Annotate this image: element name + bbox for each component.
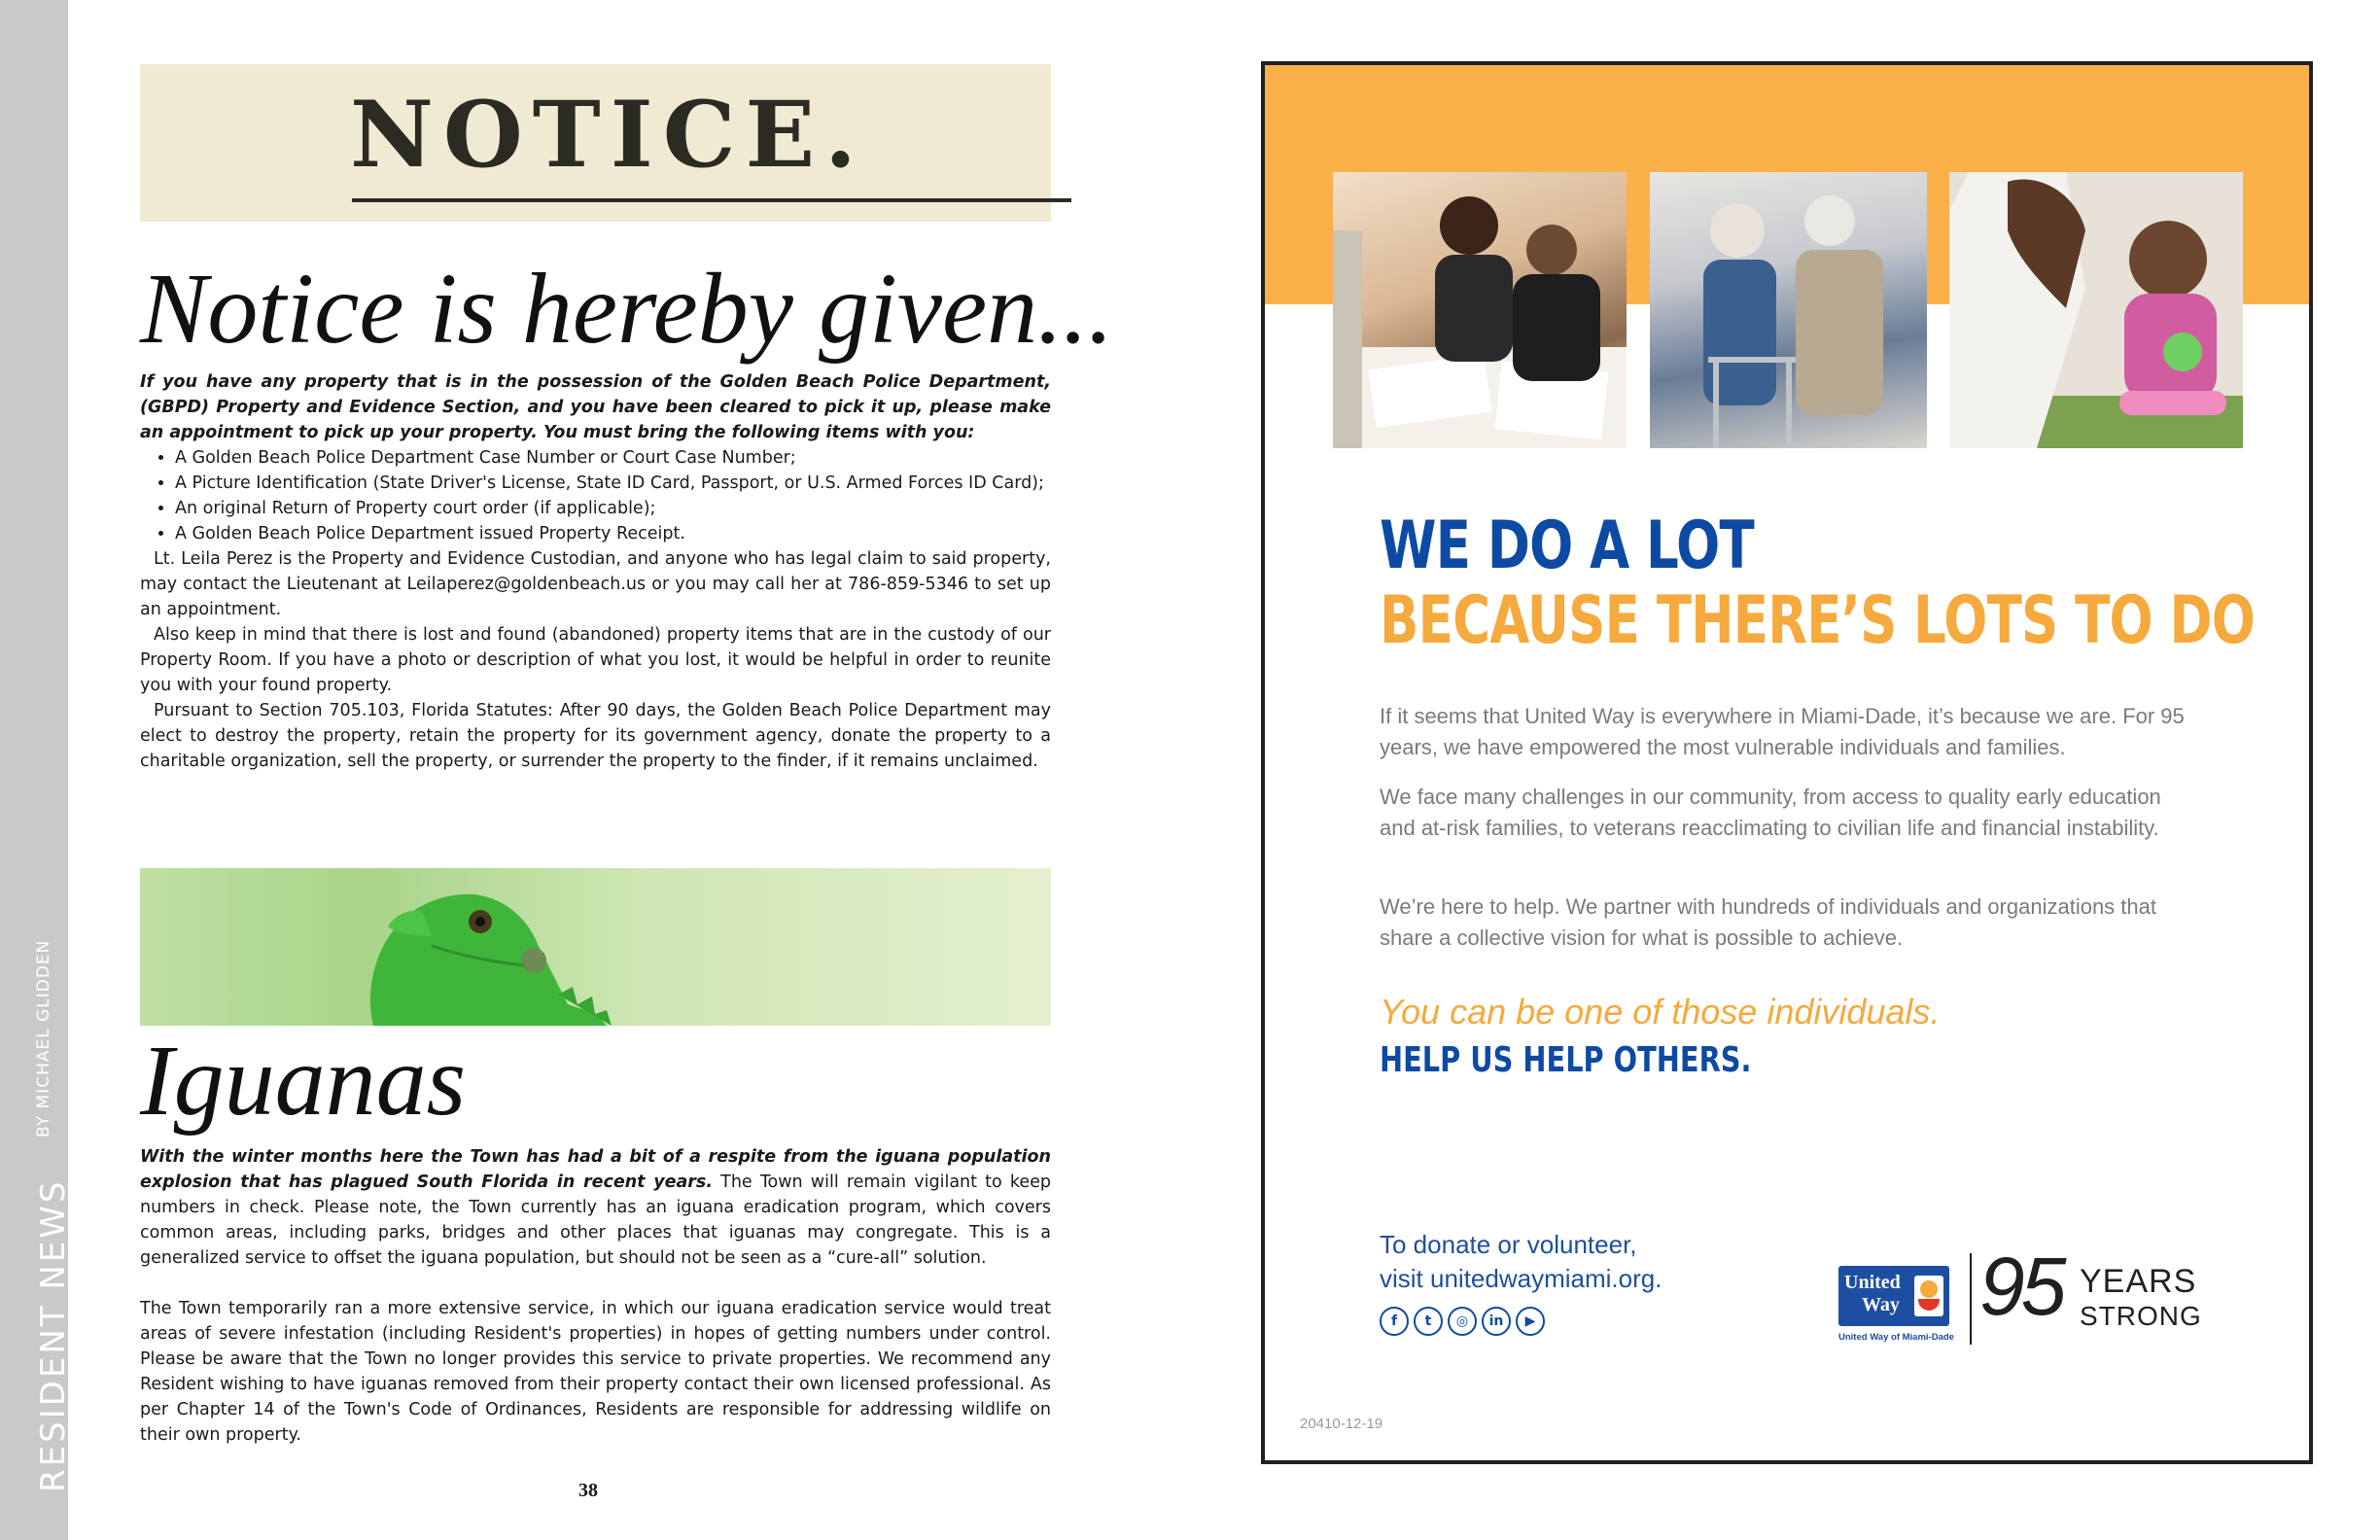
- statute-paragraph: Pursuant to Section 705.103, Florida Statutes: After 90 days, the Golden Beach Police Department may elect to destroy the property, retain the property for its government agency, donate the property to a charitable organization, sell the property, or surrender the property to the finder, if it remains unclaimed.: [140, 701, 1051, 771]
- logo-subtitle: United Way of Miami-Dade: [1838, 1332, 1954, 1343]
- notice-body: [140, 369, 1051, 774]
- linkedin-icon[interactable]: in: [1482, 1307, 1511, 1336]
- notice-title: Notice is hereby given...: [140, 253, 1114, 365]
- anniversary-years: YEARS: [2080, 1263, 2197, 1300]
- iguanas-paragraph-1: [140, 1144, 1051, 1271]
- ad-paragraph-3: We’re here to help. We partner with hundreds of individuals and organizations that share a collective vision for what is possible to achieve.: [1380, 894, 2156, 950]
- iguana-illustration: [140, 868, 1051, 1026]
- donate-text: To donate or volunteer,: [1380, 1230, 1637, 1259]
- facebook-icon[interactable]: f: [1380, 1307, 1409, 1336]
- ad-call-to-action: HELP US HELP OTHERS.: [1380, 1040, 1752, 1080]
- required-items-list: [140, 445, 1051, 546]
- twitter-icon[interactable]: t: [1414, 1307, 1443, 1336]
- united-way-logo-box: [1838, 1266, 1949, 1326]
- ad-tagline: You can be one of those individuals.: [1380, 992, 1941, 1032]
- ad-headline-primary: WE DO A LOT: [1380, 508, 1754, 584]
- iguanas-title: Iguanas: [140, 1025, 467, 1137]
- section-name: RESIDENT NEWS: [34, 1178, 73, 1492]
- notice-banner-word: NOTICE.: [350, 82, 866, 189]
- list-item: • A Golden Beach Police Department issued Property Receipt.: [175, 521, 1051, 546]
- notice-lead: If you have any property that is in the possession of the Golden Beach Police Department, (GBPD) Property and Evidence Section, and you have been cleared to pick it up, please make an appointment to pick up your property. You must bring the following items with you:: [140, 372, 1051, 442]
- instagram-icon[interactable]: ◎: [1448, 1307, 1477, 1336]
- ad-paragraph-2: We face many challenges in our community, from access to quality early education and at-risk families, to veterans reacclimating to civilian life and financial instability.: [1380, 785, 2161, 840]
- united-way-ad: [1261, 61, 2313, 1464]
- youtube-icon[interactable]: ▶: [1516, 1307, 1545, 1336]
- anniversary-number: 95: [1979, 1241, 2063, 1332]
- logo-name-line-1: United: [1844, 1272, 1901, 1293]
- byline: BY MICHAEL GLIDDEN: [34, 939, 53, 1138]
- iguanas-paragraph-1-rest: The Town will remain vigilant to keep numbers in check. Please note, the Town currently has an iguana eradication program, which covers common areas, including parks, bridges and other places that iguanas may congregate. This is a generalized service to offset the iguana population, but should not be seen as a “cure-all” solution.: [140, 1172, 1051, 1268]
- logo-divider: [1970, 1253, 1972, 1345]
- social-icons: [1380, 1307, 1545, 1336]
- photo-child-illustration: [1949, 172, 2243, 448]
- ad-paragraph-1: If it seems that United Way is everywhere in Miami-Dade, it’s because we are. For 95 years, we have empowered the most vulnerable individuals and families.: [1380, 704, 2185, 759]
- section-sidebar: [0, 0, 73, 1540]
- logo-name-line-2: Way: [1862, 1294, 1900, 1315]
- anniversary-strong: STRONG: [2080, 1301, 2202, 1331]
- ad-headline-secondary: BECAUSE THERE’S LOTS TO DO: [1380, 582, 2256, 659]
- custodian-paragraph: Lt. Leila Perez is the Property and Evidence Custodian, and anyone who has legal claim to said property, may contact the Lieutenant at Leilaperez@goldenbeach.us or you may call her at 786-859-5346 to set up an appointment.: [140, 549, 1051, 619]
- ad-photo-elderly: [1650, 172, 1927, 448]
- donate-link[interactable]: visit unitedwaymiami.org.: [1380, 1264, 1662, 1293]
- notice-banner-rule: [352, 198, 1071, 202]
- iguanas-paragraph-2: The Town temporarily ran a more extensive service, in which our iguana eradication service would treat areas of severe infestation (including Resident's properties) in hopes of getting numbers under control. Please be aware that the Town no longer provides this service to private properties. We recommend any Resident wishing to have iguanas removed from their property contact their own licensed professional. As per Chapter 14 of the Town's Code of Ordinances, Residents are responsible for addressing wildlife on their own property.: [140, 1299, 1051, 1445]
- lost-found-paragraph: Also keep in mind that there is lost and found (abandoned) property items that are in the custody of our Property Room. If you have a photo or description of what you lost, it would be helpful in order to reunite you with your found property.: [140, 625, 1051, 695]
- iguanas-body: [140, 1144, 1051, 1448]
- ad-photo-child: [1949, 172, 2243, 448]
- list-item: • A Picture Identification (State Driver's License, State ID Card, Passport, or U.S. Armed Forces ID Card);: [175, 471, 1051, 496]
- ad-code: 20410-12-19: [1300, 1416, 1383, 1432]
- page-number: 38: [578, 1480, 598, 1501]
- photo-volunteers-illustration: [1333, 172, 1627, 448]
- iguanas-lead: With the winter months here the Town has had a bit of a respite from the iguana population explosion that has plagued South Florida in recent years.: [140, 1147, 1051, 1192]
- helping-hand-icon: [1914, 1276, 1943, 1316]
- list-item: • An original Return of Property court order (if applicable);: [175, 496, 1051, 521]
- iguana-photo: [140, 868, 1051, 1026]
- united-way-logo: [1838, 1266, 1953, 1349]
- notice-banner-image: [140, 64, 1051, 222]
- photo-elderly-illustration: [1650, 172, 1927, 448]
- ad-photo-volunteers: [1333, 172, 1627, 448]
- list-item: • A Golden Beach Police Department Case Number or Court Case Number;: [175, 445, 1051, 471]
